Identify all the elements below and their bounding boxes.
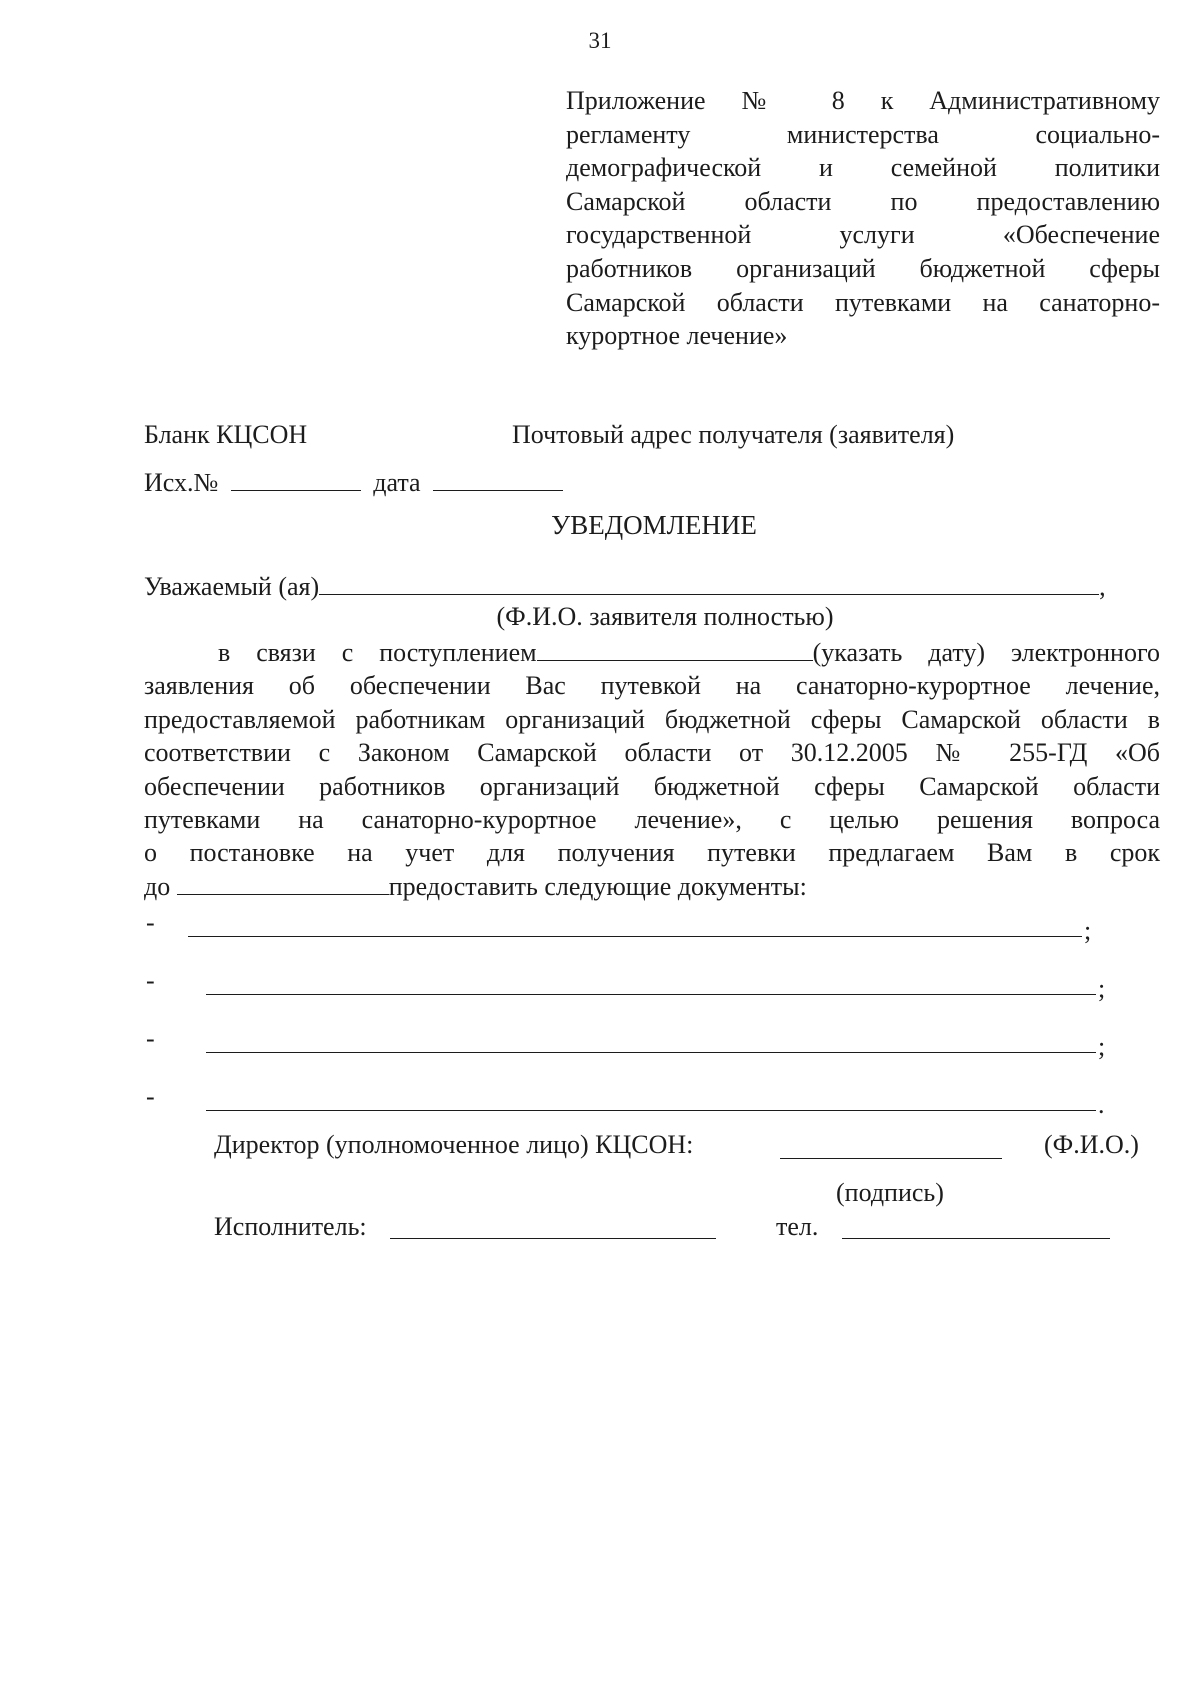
appendix-line: демографической и семейной политики — [566, 153, 1160, 183]
document-list-item — [146, 1082, 1160, 1119]
director-label: Директор (уполномоченное лицо) КЦСОН: — [214, 1130, 694, 1159]
document-entry-field — [206, 1052, 1096, 1053]
outgoing-reference-line — [144, 466, 563, 498]
recipient-postal-address-label: Почтовый адрес получателя (заявителя) — [512, 420, 955, 449]
applicant-name-field — [319, 570, 1099, 595]
document-list-item — [146, 908, 1160, 945]
body-line — [144, 870, 1160, 903]
phone-field — [842, 1238, 1110, 1239]
list-dash: - — [146, 908, 155, 937]
document-entry-field — [206, 994, 1096, 995]
signature-hint: (подпись) — [836, 1178, 944, 1207]
appendix-reference — [566, 84, 1160, 353]
list-dash: - — [146, 1024, 155, 1053]
document-title: УВЕДОМЛЕНИЕ — [551, 510, 757, 540]
body-line: путевками на санаторно-курортное лечение», с целью решения вопроса — [144, 805, 1160, 835]
outgoing-number-label: Исх.№ — [144, 468, 219, 497]
list-item-end: ; — [1098, 974, 1106, 1003]
applicant-name-hint: (Ф.И.О. заявителя полностью) — [496, 602, 834, 631]
deadline-suffix: предоставить следующие документы: — [388, 871, 807, 901]
body-line: о постановке на учет для получения путевки предлагаем Вам в срок — [144, 838, 1160, 868]
list-item-end: . — [1098, 1090, 1105, 1119]
body-line-start: в связи с поступлением — [218, 638, 537, 667]
executor-label: Исполнитель: — [214, 1212, 367, 1241]
appendix-line: Самарской области по предоставлению — [566, 186, 1160, 216]
body-line — [144, 636, 1160, 669]
sender-blank-label: Бланк КЦСОН — [144, 420, 308, 449]
appendix-line: Приложение № 8 к Административному — [566, 86, 1160, 115]
salutation-label: Уважаемый (ая) — [144, 572, 320, 601]
appendix-line: регламенту министерства социально- — [566, 119, 1160, 149]
director-signature-field — [780, 1158, 1002, 1159]
body-line: заявления об обеспечении Вас путевкой на санаторно-курортное лечение, — [144, 671, 1160, 701]
document-entry-field — [206, 1110, 1096, 1111]
deadline-prefix: до — [144, 871, 171, 901]
document-list-item — [146, 966, 1160, 1003]
body-line: соответствии с Законом Самарской области от 30.12.2005 № 255-ГД «Об — [144, 738, 1160, 768]
date-field — [433, 466, 563, 491]
salutation-line — [144, 570, 1106, 602]
body-line: обеспечении работников организаций бюджетной сферы Самарской области — [144, 771, 1160, 801]
appendix-line: работников организаций бюджетной сферы — [566, 253, 1160, 283]
salutation-comma: , — [1099, 572, 1106, 601]
list-item-end: ; — [1084, 916, 1092, 945]
notice-body — [144, 636, 1160, 903]
page-number: 31 — [588, 28, 612, 53]
application-date-field — [537, 636, 813, 661]
director-name-label: (Ф.И.О.) — [1044, 1130, 1139, 1159]
list-dash: - — [146, 1082, 155, 1111]
list-item-end: ; — [1098, 1032, 1106, 1061]
appendix-line: курортное лечение» — [566, 321, 788, 351]
executor-name-field — [390, 1238, 716, 1239]
appendix-line: Самарской области путевками на санаторно- — [566, 287, 1160, 317]
list-dash: - — [146, 966, 155, 995]
deadline-field — [177, 870, 389, 895]
body-line: предоставляемой работникам организаций бюджетной сферы Самарской области в — [144, 704, 1160, 734]
document-entry-field — [188, 936, 1082, 937]
body-line-end: (указать дату) электронного — [812, 638, 1160, 667]
document-list-item — [146, 1024, 1160, 1061]
date-label: дата — [373, 468, 421, 497]
phone-label: тел. — [776, 1212, 819, 1241]
appendix-line: государственной услуги «Обеспечение — [566, 220, 1160, 250]
outgoing-number-field — [231, 466, 361, 491]
